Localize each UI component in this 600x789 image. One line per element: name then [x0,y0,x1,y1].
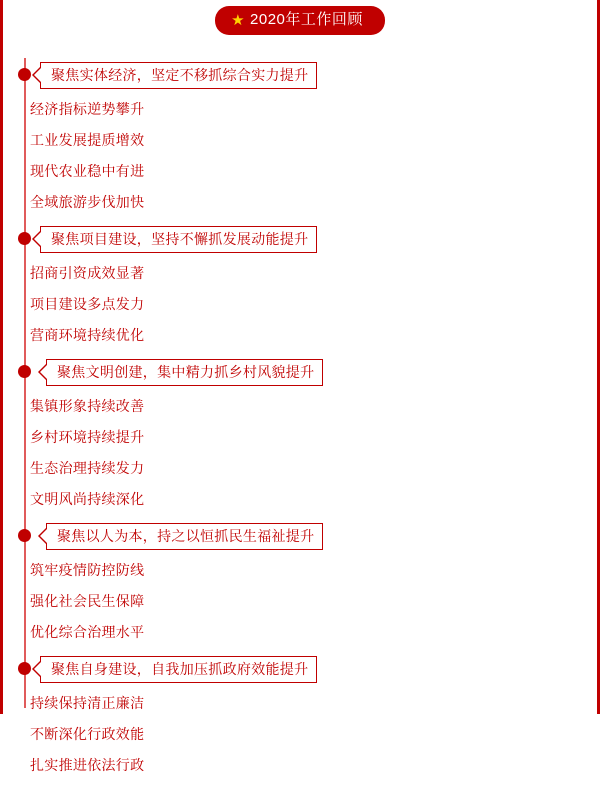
section-heading-box [46,523,323,550]
sections-list [0,62,600,789]
list-item: 营商环境持续优化 [30,327,145,343]
timeline-dot-icon [18,232,31,245]
timeline-dot-icon [18,68,31,81]
section-heading-text: 聚焦以人为本，持之以恒抓民生福祉提升 [57,528,315,544]
section-heading-text: 聚焦实体经济，坚定不移抓综合实力提升 [51,67,309,83]
section-heading-box [40,62,317,89]
page-title-badge [215,6,385,35]
arrow-notch-inner-icon [34,232,41,246]
list-item: 经济指标逆势攀升 [30,101,145,117]
section-heading-text: 聚焦文明创建，集中精力抓乡村风貌提升 [57,364,315,380]
section-items [0,258,600,351]
list-item: 扎实推进依法行政 [30,757,145,773]
list-item: 工业发展提质增效 [30,132,145,148]
page-title-container [0,6,600,35]
list-item: 招商引资成效显著 [30,265,145,281]
list-item: 全域旅游步伐加快 [30,194,145,210]
section-2 [0,226,600,351]
timeline-dot-icon [18,529,31,542]
list-item: 乡村环境持续提升 [30,429,145,445]
arrow-notch-inner-icon [34,68,41,82]
list-item: 项目建设多点发力 [30,296,145,312]
section-heading-box [46,359,323,386]
list-item: 筑牢疫情防控防线 [30,562,145,578]
section-heading-row [0,226,600,254]
list-item: 持续保持清正廉洁 [30,695,145,711]
section-items [0,555,600,648]
section-heading-box [40,226,317,253]
section-items [0,94,600,218]
section-4 [0,523,600,648]
list-item: 集镇形象持续改善 [30,398,145,414]
section-heading-text: 聚焦自身建设，自我加压抓政府效能提升 [51,661,309,677]
timeline-dot-icon [18,662,31,675]
arrow-notch-inner-icon [40,529,47,543]
list-item: 现代农业稳中有进 [30,163,145,179]
section-3 [0,359,600,515]
section-items [0,688,600,781]
list-item: 优化综合治理水平 [30,624,145,640]
section-items [0,391,600,515]
section-heading-row [0,656,600,684]
section-heading-row [0,523,600,551]
arrow-notch-inner-icon [40,365,47,379]
list-item: 生态治理持续发力 [30,460,145,476]
section-heading-box [40,656,317,683]
list-item: 文明风尚持续深化 [30,491,145,507]
list-item: 不断深化行政效能 [30,726,145,742]
arrow-notch-inner-icon [34,662,41,676]
timeline-dot-icon [18,365,31,378]
section-1 [0,62,600,218]
page-title: 2020年工作回顾 [250,11,363,28]
list-item: 强化社会民生保障 [30,593,145,609]
star-icon: ★ [231,11,246,29]
section-5 [0,656,600,781]
section-heading-text: 聚焦项目建设，坚持不懈抓发展动能提升 [51,231,309,247]
section-heading-row [0,359,600,387]
section-heading-row [0,62,600,90]
